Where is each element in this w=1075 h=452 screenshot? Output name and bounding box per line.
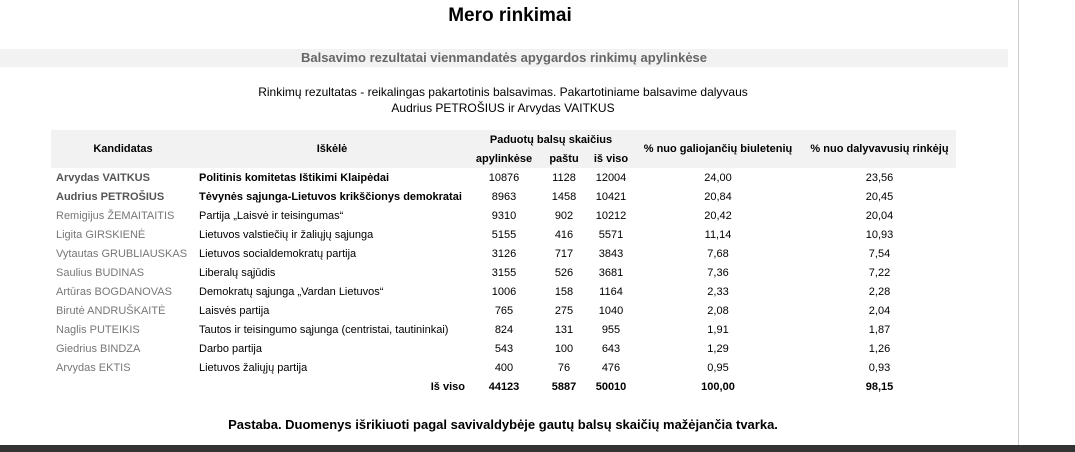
header-mail: paštu: [539, 149, 589, 168]
cell-precincts: 5155: [491, 228, 517, 241]
header-total: iš viso: [589, 149, 633, 168]
cell-total: 5571: [598, 228, 624, 241]
results-table: [51, 130, 956, 396]
candidate-name: Vytautas GRUBLIAUSKAS: [56, 247, 188, 260]
cell-precincts: 10876: [488, 171, 520, 184]
cell-total: 1040: [598, 304, 624, 317]
total-precincts: 44123: [488, 380, 520, 393]
table-row: [51, 339, 956, 358]
election-result-text: [0, 84, 1006, 116]
cell-pct-valid: 1,91: [707, 323, 729, 336]
candidate-name: Naglis PUTEIKIS: [56, 323, 140, 336]
cell-pct-valid: 11,14: [704, 228, 732, 241]
cell-total: 12004: [595, 171, 627, 184]
cell-mail: 131: [554, 323, 574, 336]
total-mail: 5887: [551, 380, 577, 393]
cell-pct-valid: 7,68: [707, 247, 729, 260]
page-title: Mero rinkimai: [448, 5, 572, 26]
party-name: Demokratų sąjunga „Vardan Lietuvos“: [199, 285, 384, 298]
table-row: [51, 282, 956, 301]
candidate-name: Ligita GIRSKIENĖ: [56, 228, 146, 241]
cell-pct-valid: 20,42: [704, 209, 732, 222]
cell-mail: 902: [554, 209, 574, 222]
cell-precincts: 765: [494, 304, 514, 317]
candidate-name: Artūras BOGDANOVAS: [56, 285, 172, 298]
cell-pct-voters: 20,45: [865, 190, 894, 203]
cell-total: 476: [601, 361, 621, 374]
cell-total: 643: [601, 342, 621, 355]
header-pct-voters: % nuo dalyvavusių rinkėjų: [803, 130, 956, 168]
cell-mail: 1458: [551, 190, 577, 203]
candidate-name: Arvydas VAITKUS: [56, 171, 150, 184]
table-row: [51, 301, 956, 320]
candidate-name: Remigijus ŽEMAITAITIS: [56, 209, 175, 222]
footnote: Pastaba. Duomenys išrikiuoti pagal savivaldybėje gautų balsų skaičių mažėjančia tvarka.: [228, 417, 778, 432]
cell-precincts: 543: [494, 342, 514, 355]
candidate-name: Audrius PETROŠIUS: [56, 190, 165, 203]
header-party: Iškėlė: [195, 130, 469, 168]
table-row: [51, 263, 956, 282]
cell-pct-voters: 0,93: [868, 361, 891, 374]
cell-pct-valid: 7,36: [707, 266, 729, 279]
cell-mail: 1128: [552, 171, 576, 184]
totals-row: [51, 377, 956, 396]
cell-pct-voters: 1,26: [868, 342, 891, 355]
cell-mail: 275: [554, 304, 574, 317]
table-row: [51, 225, 956, 244]
section-subtitle: Balsavimo rezultatai vienmandatės apygardos rinkimų apylinkėse: [0, 49, 1008, 67]
candidate-name: Birutė ANDRUŠKAITĖ: [56, 304, 166, 317]
total-pct-voters: 98,15: [865, 380, 894, 393]
cell-pct-voters: 2,04: [868, 304, 891, 317]
cell-pct-valid: 2,08: [707, 304, 729, 317]
cell-pct-valid: 1,29: [707, 342, 729, 355]
cell-total: 955: [601, 323, 621, 336]
cell-precincts: 3155: [491, 266, 517, 279]
party-name: Darbo partija: [199, 342, 262, 355]
cell-mail: 76: [557, 361, 571, 374]
table-row: [51, 168, 956, 187]
cell-precincts: 3126: [491, 247, 517, 260]
cell-total: 1164: [599, 285, 623, 298]
header-pct-valid: % nuo galiojančių biuletenių: [633, 130, 803, 168]
party-name: Liberalų sąjūdis: [199, 266, 276, 279]
cell-mail: 717: [554, 247, 574, 260]
cell-pct-valid: 24,00: [704, 171, 732, 184]
party-name: Laisvės partija: [199, 304, 270, 317]
header-precincts: apylinkėse: [469, 149, 539, 168]
page-border: [1018, 0, 1019, 445]
header-candidate: Kandidatas: [51, 130, 195, 168]
result-line-2: Audrius PETROŠIUS ir Arvydas VAITKUS: [391, 101, 615, 115]
table-row: [51, 187, 956, 206]
party-name: Lietuvos socialdemokratų partija: [199, 247, 357, 260]
party-name: Politinis komitetas Ištikimi Klaipėdai: [199, 171, 390, 184]
cell-precincts: 400: [494, 361, 514, 374]
cell-pct-voters: 10,93: [865, 228, 894, 241]
cell-precincts: 1006: [491, 285, 517, 298]
party-name: Partija „Laisvė ir teisingumas“: [199, 209, 344, 222]
cell-total: 10212: [595, 209, 627, 222]
cell-total: 10421: [595, 190, 627, 203]
table-row: [51, 358, 956, 377]
totals-label: Iš viso: [430, 380, 465, 393]
cell-pct-voters: 1,87: [868, 323, 891, 336]
cell-pct-valid: 0,95: [707, 361, 729, 374]
cell-mail: 100: [554, 342, 574, 355]
cell-precincts: 824: [494, 323, 514, 336]
header-votes-group: Paduotų balsų skaičius: [469, 130, 633, 149]
total-pct-valid: 100,00: [701, 380, 735, 393]
cell-total: 3843: [598, 247, 624, 260]
cell-precincts: 9310: [491, 209, 517, 222]
party-name: Lietuvos žaliųjų partija: [199, 361, 308, 374]
cell-pct-voters: 2,28: [868, 285, 891, 298]
cell-pct-voters: 23,56: [865, 171, 894, 184]
cell-pct-valid: 2,33: [707, 285, 729, 298]
cell-mail: 416: [554, 228, 574, 241]
candidate-name: Giedrius BINDZA: [56, 342, 141, 355]
table-row: [51, 244, 956, 263]
cell-pct-voters: 7,22: [868, 266, 891, 279]
cell-pct-voters: 7,54: [868, 247, 891, 260]
candidate-name: Saulius BUDINAS: [56, 266, 145, 279]
cell-mail: 158: [554, 285, 574, 298]
table-row: [51, 320, 956, 339]
cell-pct-voters: 20,04: [865, 209, 894, 222]
party-name: Tautos ir teisingumo sąjunga (centristai, tautininkai): [199, 323, 449, 336]
bottom-bar: [0, 445, 1075, 452]
cell-total: 3681: [598, 266, 624, 279]
result-line-1: Rinkimų rezultatas - reikalingas pakartotinis balsavimas. Pakartotiniame balsavime dalyvaus: [258, 85, 748, 99]
party-name: Tėvynės sąjunga-Lietuvos krikščionys demokratai: [199, 190, 462, 203]
candidate-name: Arvydas EKTIS: [56, 361, 131, 374]
total-total: 50010: [595, 380, 627, 393]
cell-mail: 526: [554, 266, 574, 279]
party-name: Lietuvos valstiečių ir žaliųjų sąjunga: [199, 228, 374, 241]
cell-precincts: 8963: [491, 190, 517, 203]
table-row: [51, 206, 956, 225]
cell-pct-valid: 20,84: [704, 190, 732, 203]
